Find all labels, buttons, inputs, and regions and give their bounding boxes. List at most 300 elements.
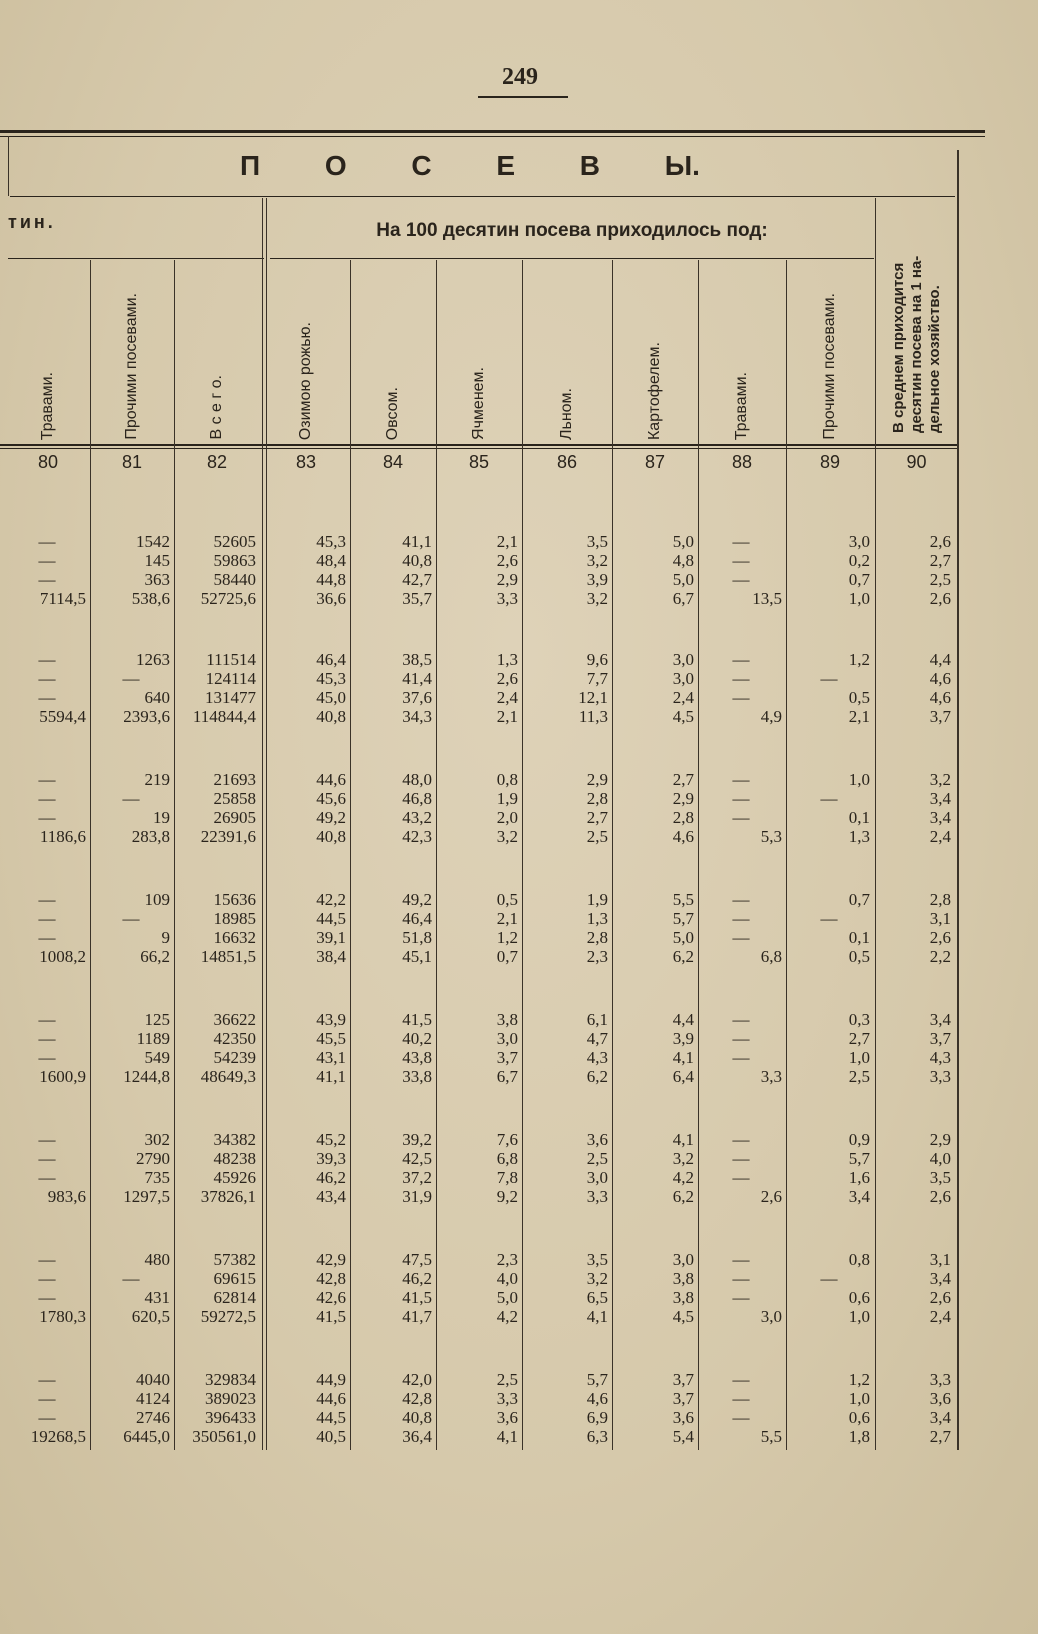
table-cell: 4,2 — [496, 1307, 518, 1326]
table-cell: 735 — [144, 1168, 170, 1187]
table-cell: 5,7 — [848, 1149, 870, 1168]
title-letter: Е — [496, 150, 516, 181]
table-cell: — — [732, 1029, 750, 1048]
table-cell: 0,2 — [848, 551, 870, 570]
table-cell: 52725,6 — [200, 589, 256, 608]
table-cell: 46,2 — [316, 1168, 346, 1187]
table-cell: 4,1 — [496, 1427, 518, 1446]
table-cell: 2,4 — [496, 688, 518, 707]
table-cell: — — [38, 688, 56, 707]
table-cell: 54239 — [213, 1048, 256, 1067]
table-cell: — — [38, 1370, 56, 1389]
table-cell: — — [38, 1288, 56, 1307]
table-cell: 2,6 — [929, 1288, 951, 1307]
table-cell: 3,5 — [929, 1168, 951, 1187]
table-cell: 2,0 — [496, 808, 518, 827]
table-cell: 49,2 — [316, 808, 346, 827]
table-cell: — — [732, 1269, 750, 1288]
table-cell: 640 — [144, 688, 170, 707]
title-letter: О — [324, 150, 347, 181]
table-cell: 2,3 — [496, 1250, 518, 1269]
table-cell: 2,7 — [672, 770, 694, 789]
page-number-rule — [478, 96, 568, 98]
table-cell: 5594,4 — [39, 707, 86, 726]
table-cell: 49,2 — [402, 890, 432, 909]
table-cell: 45926 — [213, 1168, 256, 1187]
table-cell: 2,7 — [929, 551, 951, 570]
table-cell: 18985 — [213, 909, 256, 928]
table-cell: 9,2 — [496, 1187, 518, 1206]
table-cell: 2,8 — [586, 789, 608, 808]
table-cell: 3,8 — [672, 1269, 694, 1288]
table-cell: 6,7 — [672, 589, 694, 608]
table-cell: 1,0 — [848, 1389, 870, 1408]
table-cell: 43,8 — [402, 1048, 432, 1067]
table-cell: 48649,3 — [200, 1067, 256, 1086]
column-header — [8, 260, 88, 440]
table-cell: 3,0 — [586, 1168, 608, 1187]
column-number: 88 — [731, 452, 753, 472]
table-cell: — — [732, 570, 750, 589]
table-cell: 6,3 — [586, 1427, 608, 1446]
table-cell: 2746 — [136, 1408, 170, 1427]
table-cell: 2,7 — [848, 1029, 870, 1048]
table-cell: 4,5 — [672, 1307, 694, 1326]
table-cell: 389023 — [205, 1389, 256, 1408]
table-cell: — — [732, 551, 750, 570]
table-cell: 46,4 — [402, 909, 432, 928]
table-cell: 45,5 — [316, 1029, 346, 1048]
table-cell: — — [732, 650, 750, 669]
table-cell: — — [732, 928, 750, 947]
column-number: 87 — [644, 452, 666, 472]
table-cell: 40,8 — [402, 551, 432, 570]
column-header-label: Прочими посевами. — [123, 293, 140, 440]
table-cell: — — [732, 1370, 750, 1389]
table-cell: 3,2 — [929, 770, 951, 789]
table-cell: 1,2 — [848, 1370, 870, 1389]
table-cell: 2,5 — [848, 1067, 870, 1086]
table-cell: 42,5 — [402, 1149, 432, 1168]
column-header-label: Льном. — [558, 387, 575, 440]
table-cell: 3,4 — [848, 1187, 870, 1206]
table-cell: 3,8 — [496, 1010, 518, 1029]
table-cell: — — [732, 669, 750, 688]
table-cell: 2,5 — [586, 827, 608, 846]
table-cell: 4,6 — [672, 827, 694, 846]
table-cell: 7,8 — [496, 1168, 518, 1187]
table-cell: 48,0 — [402, 770, 432, 789]
table-cell: 41,7 — [402, 1307, 432, 1326]
table-cell: 2,1 — [848, 707, 870, 726]
table-cell: — — [38, 1149, 56, 1168]
table-cell: 42,9 — [316, 1250, 346, 1269]
column-header-label: Травами. — [39, 371, 56, 440]
column-number: 80 — [37, 452, 59, 472]
table-cell: 1,0 — [848, 589, 870, 608]
table-cell: 1186,6 — [39, 827, 86, 846]
table-cell: 11,3 — [578, 707, 608, 726]
table-cell: 40,8 — [316, 707, 346, 726]
table-cell: 3,9 — [586, 570, 608, 589]
table-cell: 4,6 — [586, 1389, 608, 1408]
table-cell: 2,3 — [586, 947, 608, 966]
title-letter: П — [240, 150, 261, 181]
table-cell: 0,6 — [848, 1408, 870, 1427]
table-cell: — — [732, 789, 750, 808]
table-cell: 3,3 — [586, 1187, 608, 1206]
table-cell: 6,2 — [586, 1067, 608, 1086]
table-cell: 45,3 — [316, 532, 346, 551]
table-cell: 43,2 — [402, 808, 432, 827]
table-cell: 2,8 — [929, 890, 951, 909]
table-cell: 2,2 — [929, 947, 951, 966]
table-cell: 3,2 — [586, 1269, 608, 1288]
table-cell: 42,8 — [402, 1389, 432, 1408]
table-cell: — — [38, 1130, 56, 1149]
table-cell: — — [122, 669, 140, 688]
table-cell: 6,8 — [496, 1149, 518, 1168]
table-cell: 3,2 — [496, 827, 518, 846]
table-cell: 34382 — [213, 1130, 256, 1149]
column-divider — [436, 260, 437, 1450]
table-cell: 45,2 — [316, 1130, 346, 1149]
table-cell: 2,5 — [929, 570, 951, 589]
table-cell: 44,9 — [316, 1370, 346, 1389]
table-cell: 2,7 — [929, 1427, 951, 1446]
column-header — [524, 260, 610, 440]
table-cell: 350561,0 — [192, 1427, 256, 1446]
table-cell: — — [38, 1010, 56, 1029]
table-cell: 33,8 — [402, 1067, 432, 1086]
table-cell: 3,3 — [760, 1067, 782, 1086]
table-cell: 37826,1 — [200, 1187, 256, 1206]
table-cell: — — [820, 1269, 838, 1288]
title-rule — [10, 196, 955, 197]
table-cell: 3,6 — [496, 1408, 518, 1427]
table-cell: — — [820, 669, 838, 688]
table-cell: — — [732, 1048, 750, 1067]
table-cell: 5,3 — [760, 827, 782, 846]
table-cell: 57382 — [213, 1250, 256, 1269]
table-cell: — — [732, 1389, 750, 1408]
table-cell: — — [732, 909, 750, 928]
table-cell: 42,6 — [316, 1288, 346, 1307]
table-cell: 38,5 — [402, 650, 432, 669]
column-divider — [90, 260, 91, 1450]
table-cell: 9,6 — [586, 650, 608, 669]
table-cell: 2,6 — [929, 589, 951, 608]
title-letter: С — [411, 150, 432, 181]
column-header-label: Озимою рожью. — [297, 321, 314, 440]
table-cell: 41,1 — [316, 1067, 346, 1086]
table-cell: 42,2 — [316, 890, 346, 909]
table-cell: 2,4 — [929, 1307, 951, 1326]
table-cell: — — [732, 1010, 750, 1029]
table-cell: 3,5 — [586, 532, 608, 551]
column-header — [264, 260, 348, 440]
table-cell: 5,0 — [672, 532, 694, 551]
table-cell: 3,6 — [929, 1389, 951, 1408]
table-cell: 5,7 — [586, 1370, 608, 1389]
column-divider — [612, 260, 613, 1450]
column-header — [614, 260, 696, 440]
table-cell: 45,1 — [402, 947, 432, 966]
table-cell: 3,4 — [929, 1010, 951, 1029]
table-cell: 12,1 — [578, 688, 608, 707]
table-cell: 2,5 — [586, 1149, 608, 1168]
table-cell: 7,6 — [496, 1130, 518, 1149]
table-cell: 45,3 — [316, 669, 346, 688]
table-cell: 5,4 — [672, 1427, 694, 1446]
table-cell: 2393,6 — [123, 707, 170, 726]
table-cell: 59863 — [213, 551, 256, 570]
table-cell: 396433 — [205, 1408, 256, 1427]
column-header — [788, 260, 872, 440]
table-cell: 14851,5 — [200, 947, 256, 966]
table-cell: 329834 — [205, 1370, 256, 1389]
table-cell: 1,8 — [848, 1427, 870, 1446]
table-cell: 16632 — [213, 928, 256, 947]
table-cell: — — [38, 1408, 56, 1427]
table-cell: 58440 — [213, 570, 256, 589]
table-cell: 1,3 — [496, 650, 518, 669]
table-cell: 26905 — [213, 808, 256, 827]
table-cell: — — [732, 1130, 750, 1149]
table-cell: — — [732, 1408, 750, 1427]
column-number: 81 — [121, 452, 143, 472]
table-cell: 5,7 — [672, 909, 694, 928]
table-cell: 549 — [144, 1048, 170, 1067]
table-cell: 51,8 — [402, 928, 432, 947]
top-rule-thin — [0, 136, 985, 137]
table-cell: 22391,6 — [200, 827, 256, 846]
table-cell: — — [732, 1149, 750, 1168]
table-cell: 2,5 — [496, 1370, 518, 1389]
table-cell: 4,1 — [672, 1130, 694, 1149]
table-cell: 0,1 — [848, 928, 870, 947]
table-cell: 5,0 — [672, 928, 694, 947]
table-cell: 0,1 — [848, 808, 870, 827]
table-cell: 46,4 — [316, 650, 346, 669]
table-cell: 4,4 — [672, 1010, 694, 1029]
table-cell: 2,1 — [496, 909, 518, 928]
table-cell: 983,6 — [47, 1187, 86, 1206]
table-cell: — — [732, 808, 750, 827]
table-cell: 2,8 — [586, 928, 608, 947]
column-divider — [350, 260, 351, 1450]
table-cell: — — [38, 789, 56, 808]
table-cell: 46,8 — [402, 789, 432, 808]
table-cell: 1,0 — [848, 1307, 870, 1326]
table-cell: 3,1 — [929, 1250, 951, 1269]
table-cell: 2,9 — [929, 1130, 951, 1149]
table-cell: 3,6 — [672, 1408, 694, 1427]
table-cell: 1,0 — [848, 770, 870, 789]
table-cell: 1008,2 — [39, 947, 86, 966]
table-cell: 45,6 — [316, 789, 346, 808]
table-cell: 0,9 — [848, 1130, 870, 1149]
table-cell: 302 — [144, 1130, 170, 1149]
table-cell: 40,8 — [402, 1408, 432, 1427]
table-cell: 6,4 — [672, 1067, 694, 1086]
table-cell: 4,6 — [929, 688, 951, 707]
column-header-label: Ячменем. — [470, 367, 487, 440]
table-cell: 538,6 — [131, 589, 170, 608]
table-cell: 4,5 — [672, 707, 694, 726]
column-header-label: Картофелем. — [646, 341, 663, 440]
table-cell: 42,8 — [316, 1269, 346, 1288]
title-letter: Ы. — [664, 150, 700, 181]
table-cell: — — [38, 551, 56, 570]
header-bottom-rule — [0, 444, 958, 446]
table-cell: 34,3 — [402, 707, 432, 726]
table-cell: 4,2 — [672, 1168, 694, 1187]
column-header-label: Овсом. — [384, 386, 401, 440]
column-header — [92, 260, 172, 440]
table-cell: 19 — [153, 808, 170, 827]
table-cell: 41,1 — [402, 532, 432, 551]
table-cell: 4,3 — [929, 1048, 951, 1067]
table-cell: 6,1 — [586, 1010, 608, 1029]
table-cell: 0,7 — [848, 890, 870, 909]
table-cell: 19268,5 — [30, 1427, 86, 1446]
table-cell: 283,8 — [131, 827, 170, 846]
column-header-label: Прочими посевами. — [821, 293, 838, 440]
table-cell: 6,5 — [586, 1288, 608, 1307]
table-cell: 25858 — [213, 789, 256, 808]
column-divider — [522, 260, 523, 1450]
column-header-label: В с е г о. — [208, 375, 225, 440]
table-cell: 42350 — [213, 1029, 256, 1048]
table-cell: 3,4 — [929, 808, 951, 827]
table-cell: 3,4 — [929, 1269, 951, 1288]
table-cell: 1780,3 — [39, 1307, 86, 1326]
table-cell: 40,2 — [402, 1029, 432, 1048]
table-cell: 4,1 — [672, 1048, 694, 1067]
average-header — [880, 198, 960, 438]
table-cell: 620,5 — [131, 1307, 170, 1326]
table-cell: 3,4 — [929, 1408, 951, 1427]
table-cell: 3,1 — [929, 909, 951, 928]
table-cell: 109 — [144, 890, 170, 909]
table-cell: — — [38, 1029, 56, 1048]
table-cell: 3,7 — [929, 1029, 951, 1048]
table-cell: 41,5 — [402, 1288, 432, 1307]
table-cell: 43,9 — [316, 1010, 346, 1029]
stub-header: тин. — [8, 212, 56, 232]
table-cell: 7114,5 — [39, 589, 86, 608]
table-cell: 3,0 — [848, 532, 870, 551]
table-title — [240, 150, 700, 182]
table-cell: 6,2 — [672, 1187, 694, 1206]
column-header-label: Травами. — [733, 371, 750, 440]
table-cell: 40,5 — [316, 1427, 346, 1446]
table-cell: — — [122, 909, 140, 928]
table-cell: 1542 — [136, 532, 170, 551]
column-number: 84 — [382, 452, 404, 472]
table-cell: 3,8 — [672, 1288, 694, 1307]
subheader-rule-right — [270, 258, 874, 259]
table-cell: 219 — [144, 770, 170, 789]
table-cell: 3,0 — [672, 1250, 694, 1269]
table-cell: — — [38, 890, 56, 909]
table-cell: 1,0 — [848, 1048, 870, 1067]
table-cell: 37,6 — [402, 688, 432, 707]
table-cell: 3,3 — [496, 589, 518, 608]
table-cell: 40,8 — [316, 827, 346, 846]
table-cell: — — [38, 1168, 56, 1187]
table-cell: 145 — [144, 551, 170, 570]
table-cell: 6,7 — [496, 1067, 518, 1086]
table-cell: — — [122, 789, 140, 808]
group-header: На 100 десятин посева приходилось под: — [376, 220, 768, 241]
table-cell: 480 — [144, 1250, 170, 1269]
table-cell: 41,4 — [402, 669, 432, 688]
table-cell: — — [732, 1168, 750, 1187]
table-cell: 0,8 — [848, 1250, 870, 1269]
table-cell: 4,1 — [586, 1307, 608, 1326]
table-cell: 6,8 — [760, 947, 782, 966]
column-header — [438, 260, 520, 440]
table-cell: 4,6 — [929, 669, 951, 688]
table-cell: 1,2 — [496, 928, 518, 947]
column-divider — [786, 260, 787, 1450]
table-cell: 3,0 — [760, 1307, 782, 1326]
column-divider — [698, 260, 699, 1450]
table-cell: 7,7 — [586, 669, 608, 688]
table-cell: 1,3 — [586, 909, 608, 928]
table-cell: — — [38, 1269, 56, 1288]
table-cell: 1600,9 — [39, 1067, 86, 1086]
table-cell: 39,3 — [316, 1149, 346, 1168]
table-cell: 1,9 — [496, 789, 518, 808]
table-cell: 48238 — [213, 1149, 256, 1168]
table-cell: 4,0 — [929, 1149, 951, 1168]
table-cell: 4124 — [136, 1389, 170, 1408]
table-cell: — — [732, 532, 750, 551]
table-cell: 0,7 — [496, 947, 518, 966]
table-cell: 131477 — [205, 688, 256, 707]
table-cell: 3,0 — [672, 650, 694, 669]
table-cell: 43,4 — [316, 1187, 346, 1206]
table-cell: — — [38, 650, 56, 669]
table-cell: 1263 — [136, 650, 170, 669]
table-cell: 6,9 — [586, 1408, 608, 1427]
table-cell: 3,7 — [672, 1389, 694, 1408]
table-cell: 4040 — [136, 1370, 170, 1389]
table-cell: 42,3 — [402, 827, 432, 846]
table-cell: 3,3 — [929, 1067, 951, 1086]
table-cell: — — [732, 1288, 750, 1307]
column-number: 86 — [556, 452, 578, 472]
column-number: 89 — [819, 452, 841, 472]
table-cell: 0,5 — [848, 947, 870, 966]
table-cell: 42,0 — [402, 1370, 432, 1389]
table-cell: — — [38, 1250, 56, 1269]
table-cell: 1297,5 — [123, 1187, 170, 1206]
table-cell: 44,5 — [316, 1408, 346, 1427]
column-header — [352, 260, 434, 440]
column-divider — [875, 198, 876, 1450]
table-cell: 21693 — [213, 770, 256, 789]
table-cell: 2,1 — [496, 532, 518, 551]
table-cell: 5,5 — [760, 1427, 782, 1446]
table-cell: 36622 — [213, 1010, 256, 1029]
table-cell: 3,0 — [496, 1029, 518, 1048]
title-letter: В — [579, 150, 600, 181]
table-cell: 4,3 — [586, 1048, 608, 1067]
